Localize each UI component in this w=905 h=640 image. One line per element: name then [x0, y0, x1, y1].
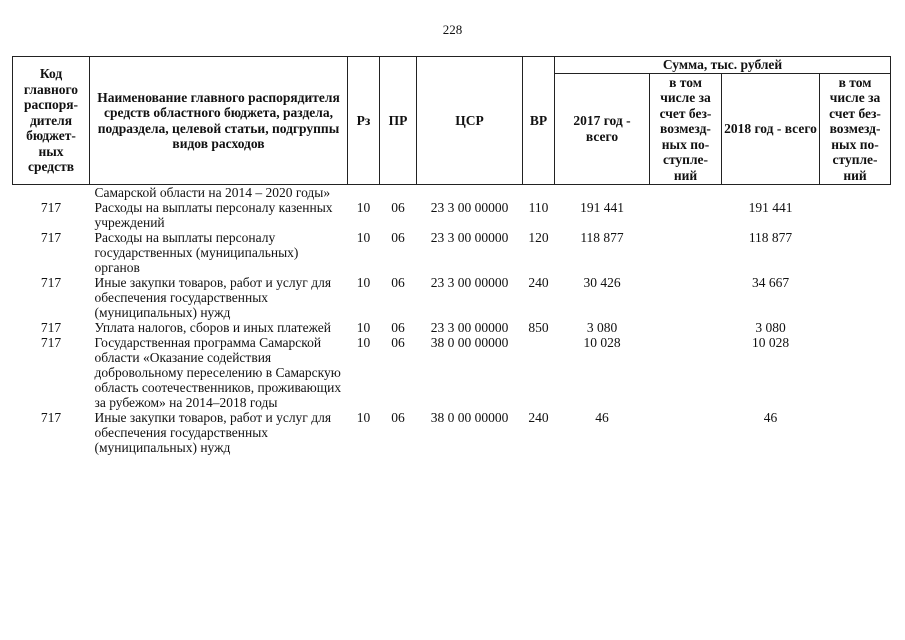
table-row: [13, 275, 891, 320]
cell-2018-total: 118 877: [748, 230, 793, 245]
cell-pr: 06: [391, 410, 405, 425]
cell-rz: 10: [356, 320, 371, 335]
table-row: [13, 185, 891, 201]
cell-2017-free: [650, 200, 722, 230]
table-row: [13, 230, 891, 275]
cell-code: 717: [40, 200, 62, 215]
cell-2018-free: [820, 230, 891, 275]
cell-code: [13, 185, 90, 201]
header-2018-total: 2018 год - всего: [722, 73, 820, 185]
cell-2017-total: 46: [595, 410, 609, 425]
cell-csr: 38 0 00 00000: [430, 410, 509, 425]
cell-2017-total: 118 877: [580, 230, 624, 245]
cell-name: Государственная программа Самарской области «Оказание содействия добровольному переселению в Самарскую область соотечественников, проживающих за рубежом» на 2014–2018 годы: [94, 335, 342, 410]
cell-name: Иные закупки товаров, работ и услуг для обеспечения государственных (муниципальных) нужд: [94, 410, 332, 455]
cell-csr: 23 3 00 00000: [430, 230, 509, 245]
cell-vr: 240: [528, 410, 549, 425]
cell-rz: 10: [356, 410, 371, 425]
header-vr: ВР: [523, 57, 555, 185]
cell-2018-total: [722, 185, 820, 201]
budget-table: [12, 56, 891, 455]
cell-rz: 10: [356, 275, 371, 290]
cell-code: 717: [40, 230, 62, 245]
cell-2017-total: [555, 185, 650, 201]
cell-name: Расходы на выплаты персоналу государственных (муниципальных) органов: [94, 230, 299, 275]
cell-2017-free: [650, 410, 722, 455]
header-pr: ПР: [380, 57, 417, 185]
cell-code: 717: [40, 275, 62, 290]
cell-csr: 23 3 00 00000: [430, 200, 509, 215]
cell-vr: 850: [528, 320, 549, 335]
cell-2018-free: [820, 410, 891, 455]
cell-name: Иные закупки товаров, работ и услуг для обеспечения государственных (муниципальных) нужд: [94, 275, 332, 320]
cell-vr: 240: [528, 275, 549, 290]
cell-name: Расходы на выплаты персоналу казенных учреждений: [94, 200, 333, 230]
cell-2017-free: [650, 335, 722, 410]
cell-pr: 06: [391, 335, 405, 350]
table-row: [13, 410, 891, 455]
cell-code: 717: [40, 320, 62, 335]
cell-2017-total: 3 080: [586, 320, 618, 335]
header-2018-free: в том числе за счет без- возмезд- ных по- ступле- ний: [820, 73, 891, 185]
table-row: [13, 320, 891, 335]
cell-2017-free: [650, 275, 722, 320]
cell-vr: [523, 185, 555, 201]
page-number: 228: [442, 22, 463, 37]
cell-pr: 06: [391, 320, 405, 335]
cell-pr: 06: [391, 200, 405, 215]
cell-rz: 10: [356, 230, 371, 245]
cell-2017-free: [650, 185, 722, 201]
cell-csr: 23 3 00 00000: [430, 320, 509, 335]
cell-2017-total: 10 028: [583, 335, 621, 350]
cell-code: 717: [40, 335, 62, 350]
cell-2018-free: [820, 275, 891, 320]
cell-2018-free: [820, 200, 891, 230]
header-csr: ЦСР: [417, 57, 523, 185]
cell-2018-free: [820, 185, 891, 201]
table-row: [13, 335, 891, 410]
cell-2017-total: 30 426: [583, 275, 621, 290]
cell-pr: 06: [391, 275, 405, 290]
cell-2017-free: [650, 320, 722, 335]
cell-rz: [348, 185, 380, 201]
cell-csr: [417, 185, 523, 201]
cell-rz: 10: [356, 200, 371, 215]
cell-2018-free: [820, 335, 891, 410]
cell-pr: 06: [391, 230, 405, 245]
cell-2018-total: 191 441: [748, 200, 793, 215]
cell-2018-total: 34 667: [751, 275, 790, 290]
cell-2018-free: [820, 320, 891, 335]
cell-vr: 110: [528, 200, 549, 215]
cell-2017-free: [650, 230, 722, 275]
header-sum-group: Сумма, тыс. рублей: [555, 57, 891, 74]
header-2017-total: 2017 год - всего: [555, 73, 650, 185]
cell-2018-total: 46: [763, 410, 778, 425]
cell-2017-total: 191 441: [580, 200, 624, 215]
header-code: Код главного распоря- дителя бюджет- ных средств: [13, 57, 90, 185]
header-2017-free: в том числе за счет без- возмезд- ных по- ступле- ний: [650, 73, 722, 185]
cell-csr: 38 0 00 00000: [430, 335, 509, 350]
cell-2018-total: 3 080: [755, 320, 786, 335]
table-row: [13, 200, 891, 230]
cell-name: Самарской области на 2014 – 2020 годы»: [94, 185, 331, 200]
cell-pr: [380, 185, 417, 201]
cell-rz: 10: [356, 335, 371, 350]
cell-csr: 23 3 00 00000: [430, 275, 509, 290]
cell-code: 717: [40, 410, 62, 425]
header-name: Наименование главного распорядителя средств областного бюджета, раздела, подраздела, целевой статьи, подгруппы видов расходов: [90, 57, 348, 185]
cell-vr: 120: [528, 230, 549, 245]
header-rz: Рз: [348, 57, 380, 185]
cell-vr: [523, 335, 555, 410]
cell-2018-total: 10 028: [751, 335, 790, 350]
cell-name: Уплата налогов, сборов и иных платежей: [94, 320, 331, 335]
